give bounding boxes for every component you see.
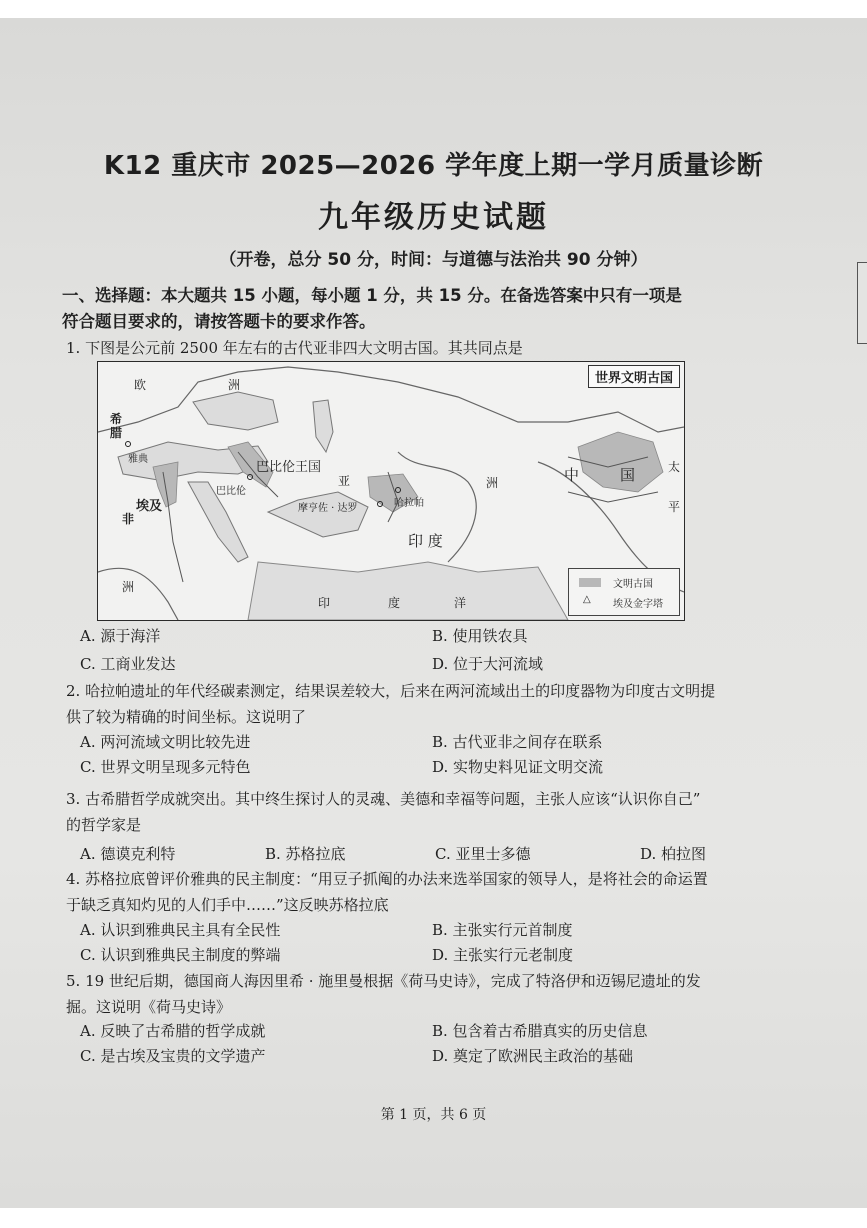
q5-option-d: D. 奠定了欧洲民主政治的基础 bbox=[432, 1047, 634, 1065]
map-label-china-2: 国 bbox=[620, 466, 636, 484]
map-label-athens: 雅典 bbox=[128, 454, 148, 465]
exam-info: （开卷，总分 50 分，时间：与道德与法治共 90 分钟） bbox=[219, 250, 648, 270]
q1-option-a: A. 源于海洋 bbox=[80, 627, 161, 645]
exam-title: K12 重庆市 2025—2026 学年度上期一学月质量诊断 bbox=[103, 151, 764, 181]
q3-option-b: B. 苏格拉底 bbox=[265, 845, 346, 863]
question-3-stem bbox=[66, 786, 766, 838]
section-line-1: 一、选择题：本大题共 15 小题，每小题 1 分，共 15 分。在备选答案中只有一项是 bbox=[62, 286, 682, 305]
pyramid-triangle-icon: △ bbox=[583, 594, 591, 605]
q1-option-b: B. 使用铁农具 bbox=[432, 627, 528, 645]
map-label-mohenjo-daro: 摩亨佐 · 达罗 bbox=[298, 503, 358, 514]
map-label-indian-ocean-3: 洋 bbox=[454, 596, 467, 610]
q5-option-c: C. 是古埃及宝贵的文学遗产 bbox=[80, 1047, 266, 1065]
map-label-harappa: 哈拉帕 bbox=[394, 498, 424, 509]
q1-option-d: D. 位于大河流域 bbox=[432, 655, 544, 673]
map-label-babylon: 巴比伦 bbox=[216, 486, 246, 497]
q4-option-b: B. 主张实行元首制度 bbox=[432, 921, 573, 939]
q5-stem-line-1: 5. 19 世纪后期，德国商人海因里希 · 施里曼根据《荷马史诗》，完成了特洛伊和迈锡尼遗址的发 bbox=[66, 972, 701, 990]
map-label-greece-2: 腊 bbox=[110, 426, 123, 440]
map-legend bbox=[568, 568, 680, 616]
question-2-stem bbox=[66, 678, 766, 730]
q5-stem-line-2: 掘。这说明《荷马史诗》 bbox=[66, 998, 232, 1016]
q2-option-b: B. 古代亚非之间存在联系 bbox=[432, 733, 603, 751]
q4-option-c: C. 认识到雅典民主制度的弊端 bbox=[80, 946, 281, 964]
legend-civ-label: 文明古国 bbox=[613, 579, 653, 590]
section-instructions bbox=[62, 283, 762, 335]
question-4-stem bbox=[66, 866, 766, 918]
q4-stem-line-2: 于缺乏真知灼见的人们手中……”这反映苏格拉底 bbox=[66, 896, 389, 914]
q3-option-c: C. 亚里士多德 bbox=[435, 845, 531, 863]
map-label-asia-2: 洲 bbox=[486, 476, 499, 490]
map-title: 世界文明古国 bbox=[588, 365, 680, 388]
q3-stem-line-1: 3. 古希腊哲学成就突出。其中终生探讨人的灵魂、美德和幸福等问题，主张人应该“认识你自己” bbox=[66, 790, 701, 808]
q3-option-a: A. 德谟克利特 bbox=[80, 845, 176, 863]
map-label-pacific-1: 太 bbox=[668, 460, 681, 474]
q3-stem-line-2: 的哲学家是 bbox=[66, 816, 142, 834]
q4-option-a: A. 认识到雅典民主具有全民性 bbox=[80, 921, 281, 939]
q1-option-c: C. 工商业发达 bbox=[80, 655, 176, 673]
map-label-africa: 非 bbox=[122, 512, 135, 526]
map-label-china-1: 中 bbox=[564, 466, 580, 484]
q2-option-c: C. 世界文明呈现多元特色 bbox=[80, 758, 251, 776]
map-label-europe-1: 欧 bbox=[134, 378, 147, 392]
q2-stem-line-1: 2. 哈拉帕遗址的年代经碳素测定，结果误差较大，后来在两河流域出土的印度器物为印度古文明提 bbox=[66, 682, 716, 700]
world-civilizations-map bbox=[97, 361, 685, 621]
map-label-egypt: 埃及 bbox=[136, 499, 163, 514]
exam-subject: 九年级历史试题 bbox=[318, 200, 549, 235]
q2-option-d: D. 实物史料见证文明交流 bbox=[432, 758, 604, 776]
map-label-pacific-2: 平 bbox=[668, 500, 681, 514]
q4-stem-line-1: 4. 苏格拉底曾评价雅典的民主制度：“用豆子抓阄的办法来选举国家的领导人，是将社会的命运置 bbox=[66, 870, 708, 888]
question-5-stem bbox=[66, 968, 766, 1020]
map-label-africa-2: 洲 bbox=[122, 580, 135, 594]
page-footer: 第 1 页，共 6 页 bbox=[380, 1107, 487, 1123]
map-label-india: 印 度 bbox=[408, 532, 443, 550]
map-label-asia-1: 亚 bbox=[338, 474, 351, 488]
map-label-indian-ocean-2: 度 bbox=[388, 596, 401, 610]
legend-civ-swatch bbox=[579, 578, 601, 587]
q2-option-a: A. 两河流域文明比较先进 bbox=[80, 733, 251, 751]
page-edge-tab bbox=[857, 262, 867, 344]
map-label-indian-ocean-1: 印 bbox=[318, 596, 331, 610]
q2-stem-line-2: 供了较为精确的时间坐标。这说明了 bbox=[66, 708, 307, 726]
q4-option-d: D. 主张实行元老制度 bbox=[432, 946, 574, 964]
map-label-babylon-kingdom: 巴比伦王国 bbox=[256, 460, 322, 475]
section-line-2: 符合题目要求的，请按答题卡的要求作答。 bbox=[62, 312, 376, 331]
q5-option-a: A. 反映了古希腊的哲学成就 bbox=[80, 1022, 266, 1040]
q3-option-d: D. 柏拉图 bbox=[640, 845, 707, 863]
question-1-stem: 1. 下图是公元前 2500 年左右的古代亚非四大文明古国。其共同点是 bbox=[66, 339, 523, 357]
legend-pyramid-label: 埃及金字塔 bbox=[613, 599, 663, 610]
map-label-europe-2: 洲 bbox=[228, 378, 241, 392]
q5-option-b: B. 包含着古希腊真实的历史信息 bbox=[432, 1022, 648, 1040]
map-label-greece-1: 希 bbox=[110, 412, 123, 426]
